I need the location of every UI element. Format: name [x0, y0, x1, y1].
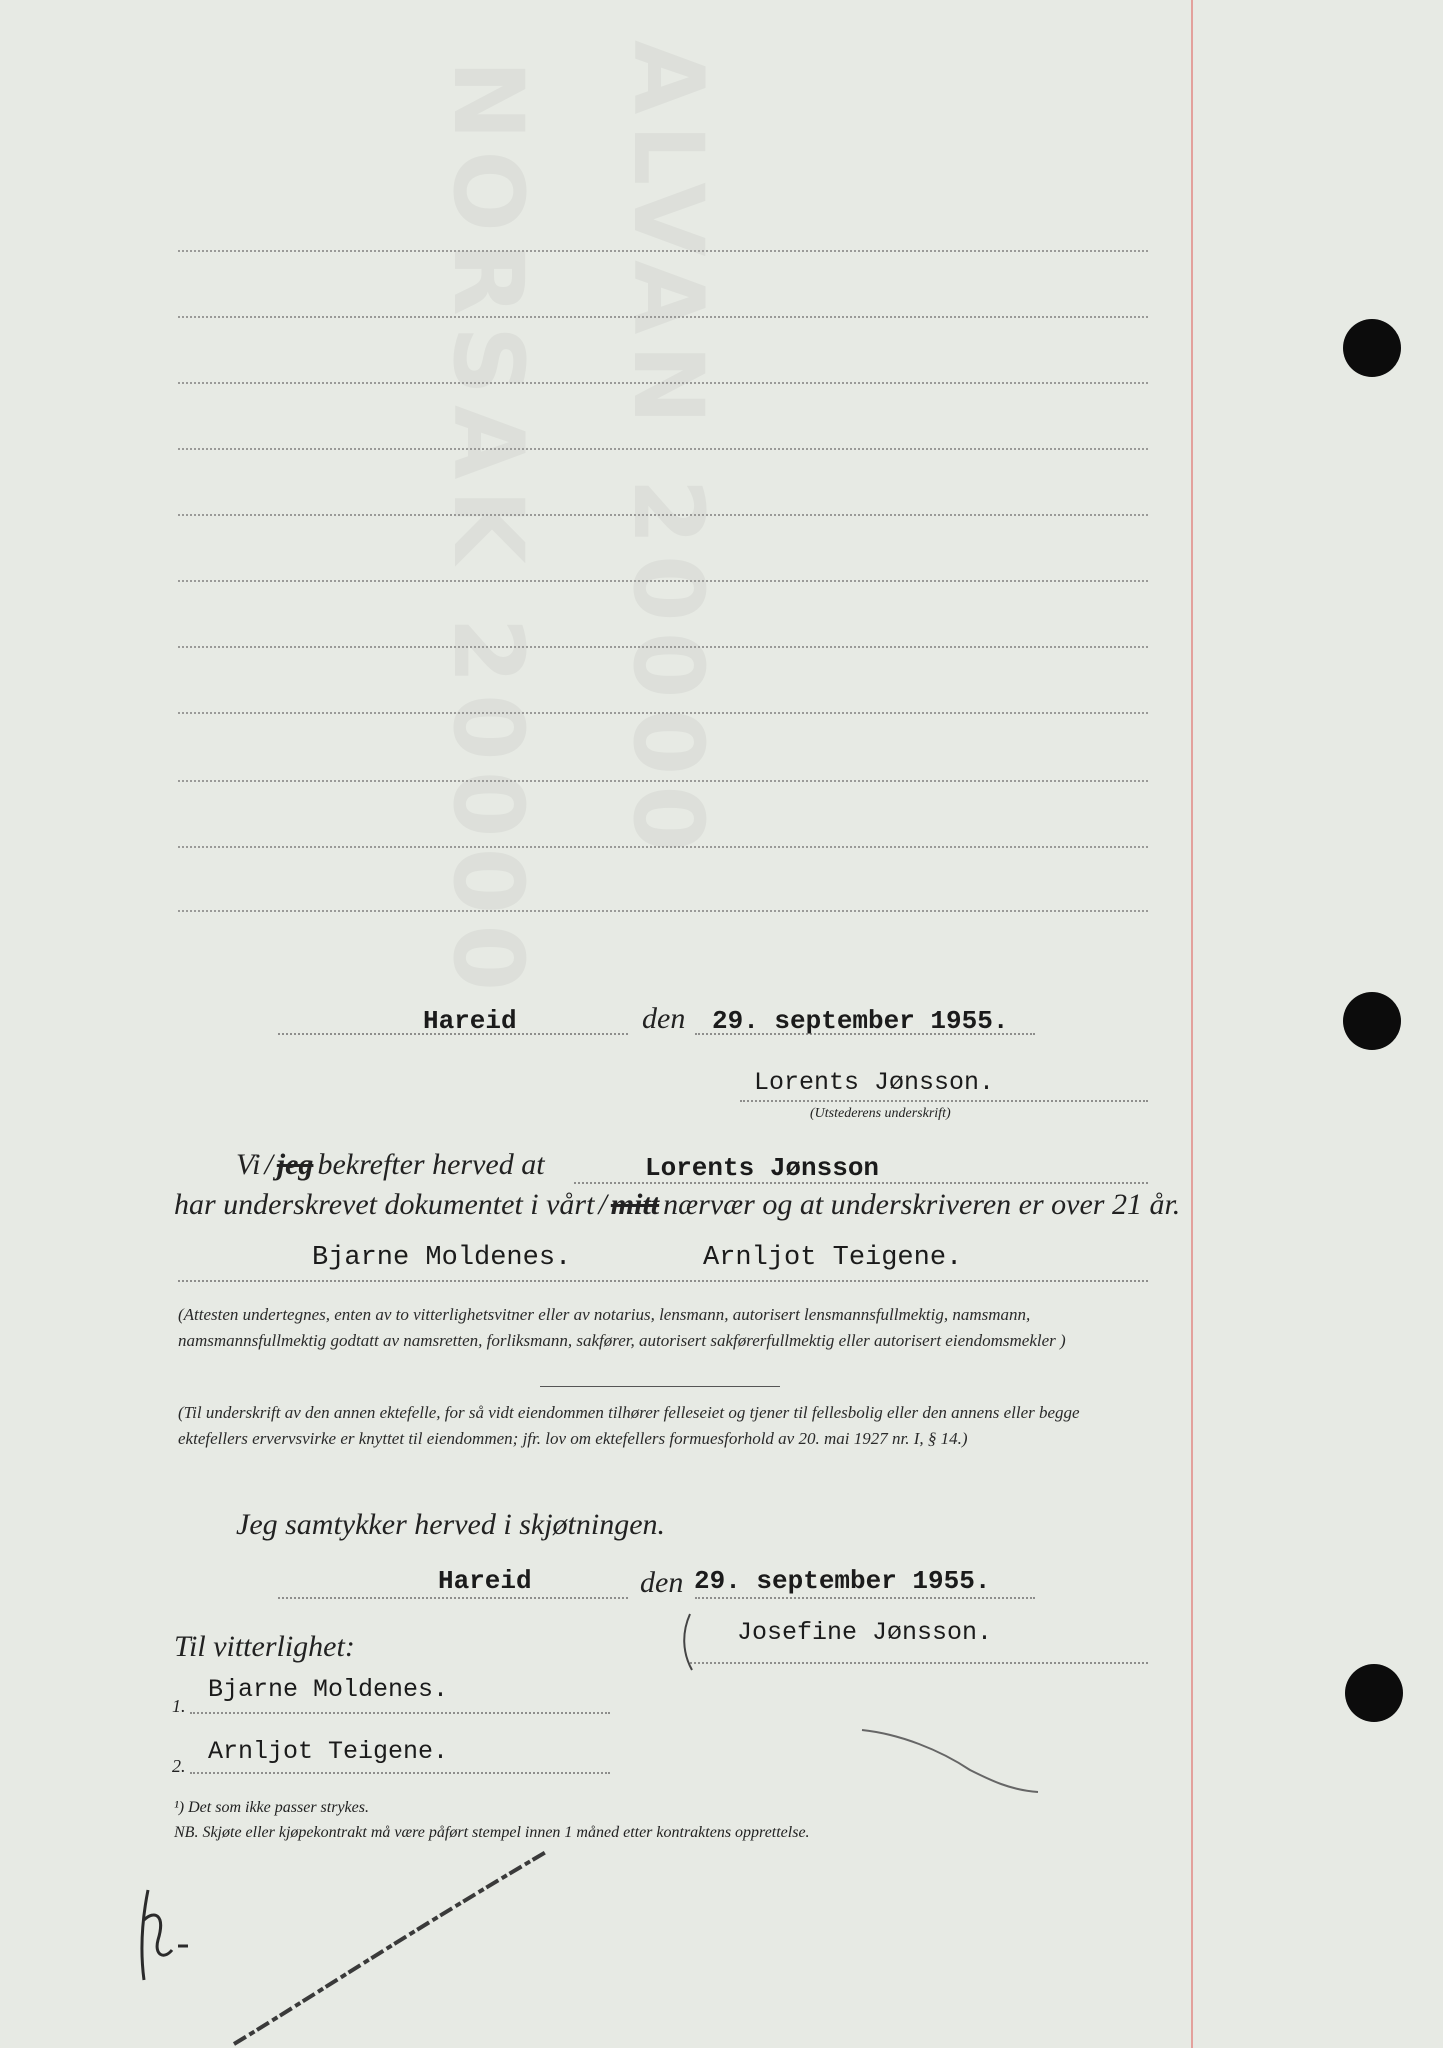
footnote-2: NB. Skjøte eller kjøpekontrakt må være påført stempel innen 1 måned etter kontraktens opprettelse. — [174, 1824, 810, 1841]
spouse-signature: Josefine Jønsson. — [737, 1618, 993, 1647]
witness-number: 1. — [172, 1696, 186, 1716]
separator: / — [264, 1148, 273, 1181]
date-line-dots — [695, 1597, 1035, 1599]
consent-text: Jeg samtykker herved i skjøtningen. — [236, 1508, 666, 1541]
attestation-line-1 — [236, 1148, 545, 1182]
ruled-line — [178, 580, 1148, 582]
punch-hole-middle — [1343, 992, 1401, 1050]
signature-line — [690, 1662, 1148, 1664]
til-vitterlighet-label: Til vitterlighet: — [174, 1630, 355, 1663]
punch-hole-top — [1343, 319, 1401, 377]
den-label: den — [642, 1002, 686, 1035]
place-name: Hareid — [438, 1566, 532, 1596]
struck-word-mitt: mitt — [610, 1188, 660, 1221]
date-text: 29. september 1955. — [694, 1566, 991, 1596]
ruled-line — [178, 646, 1148, 648]
witness-number: 2. — [172, 1756, 186, 1776]
date-text: 29. september 1955. — [712, 1006, 1009, 1036]
issuer-signature: Lorents Jønsson. — [754, 1068, 995, 1097]
witness-b: Arnljot Teigene. — [703, 1243, 963, 1273]
separator: / — [598, 1188, 607, 1221]
witness-name: Arnljot Teigene. — [208, 1737, 449, 1766]
ruled-line — [178, 712, 1148, 714]
ruled-line — [178, 448, 1148, 450]
attestation-line-2 — [174, 1188, 1180, 1222]
diagonal-stroke — [230, 1848, 550, 2048]
red-margin-line — [1191, 0, 1193, 2048]
witness-line — [190, 1772, 610, 1774]
spouse-note: (Til underskrift av den annen ektefelle, for så vidt eiendommen tilhører felleseiet og tjener til fellesbolig eller den annens eller begge ektefellers ervervsvirke er knyttet til eiendommen; jfr. lov om ektefellers formuesforhold av 20. mai 1927 nr. I, § 14.) — [178, 1403, 1080, 1448]
signature-line — [740, 1100, 1148, 1102]
vi-label: Vi — [236, 1148, 261, 1181]
den-label: den — [640, 1566, 684, 1599]
punch-hole-bottom — [1345, 1664, 1403, 1722]
bracket-mark — [676, 1612, 696, 1672]
witness-name: Bjarne Moldenes. — [208, 1675, 449, 1704]
watermark-text-secondary: ALVAN 20000 — [612, 40, 724, 863]
signer-name: Lorents Jønsson — [645, 1153, 880, 1183]
ruled-line — [178, 910, 1148, 912]
ruled-line — [178, 382, 1148, 384]
ruled-line — [178, 316, 1148, 318]
attestation-text-start: har underskrevet dokumentet i vårt — [174, 1188, 595, 1221]
witness-line — [178, 1280, 1148, 1282]
issuer-caption: (Utstederens underskrift) — [810, 1106, 951, 1121]
footnote-1: ¹) Det som ikke passer strykes. — [174, 1799, 369, 1816]
ruled-line — [178, 780, 1148, 782]
watermark-text: NORSAK 20000 — [432, 60, 544, 1002]
date-line-dots — [278, 1597, 628, 1599]
attestation-note: (Attesten undertegnes, enten av to vitterlighetsvitner eller av notarius, lensmann, autorisert lensmannsfullmektig, namsmann, namsmannsfullmektig godtatt av namsretten, forliksmann, sakfører, autorisert sakførerfullmektig eller autorisert eiendomsmekler ) — [178, 1305, 1066, 1350]
initials-mark — [128, 1880, 198, 1990]
ruled-line — [178, 250, 1148, 252]
bekrefter-text: bekrefter herved at — [317, 1148, 545, 1181]
struck-word-jeg: jeg — [276, 1148, 314, 1181]
ruled-line — [178, 846, 1148, 848]
separator-line — [540, 1386, 780, 1387]
ruled-line — [178, 514, 1148, 516]
attestation-text-end: nærvær og at underskriveren er over 21 år. — [663, 1188, 1181, 1221]
pen-stroke — [860, 1720, 1040, 1800]
place-name: Hareid — [423, 1006, 517, 1036]
witness-a: Bjarne Moldenes. — [312, 1243, 572, 1273]
witness-line — [190, 1712, 610, 1714]
